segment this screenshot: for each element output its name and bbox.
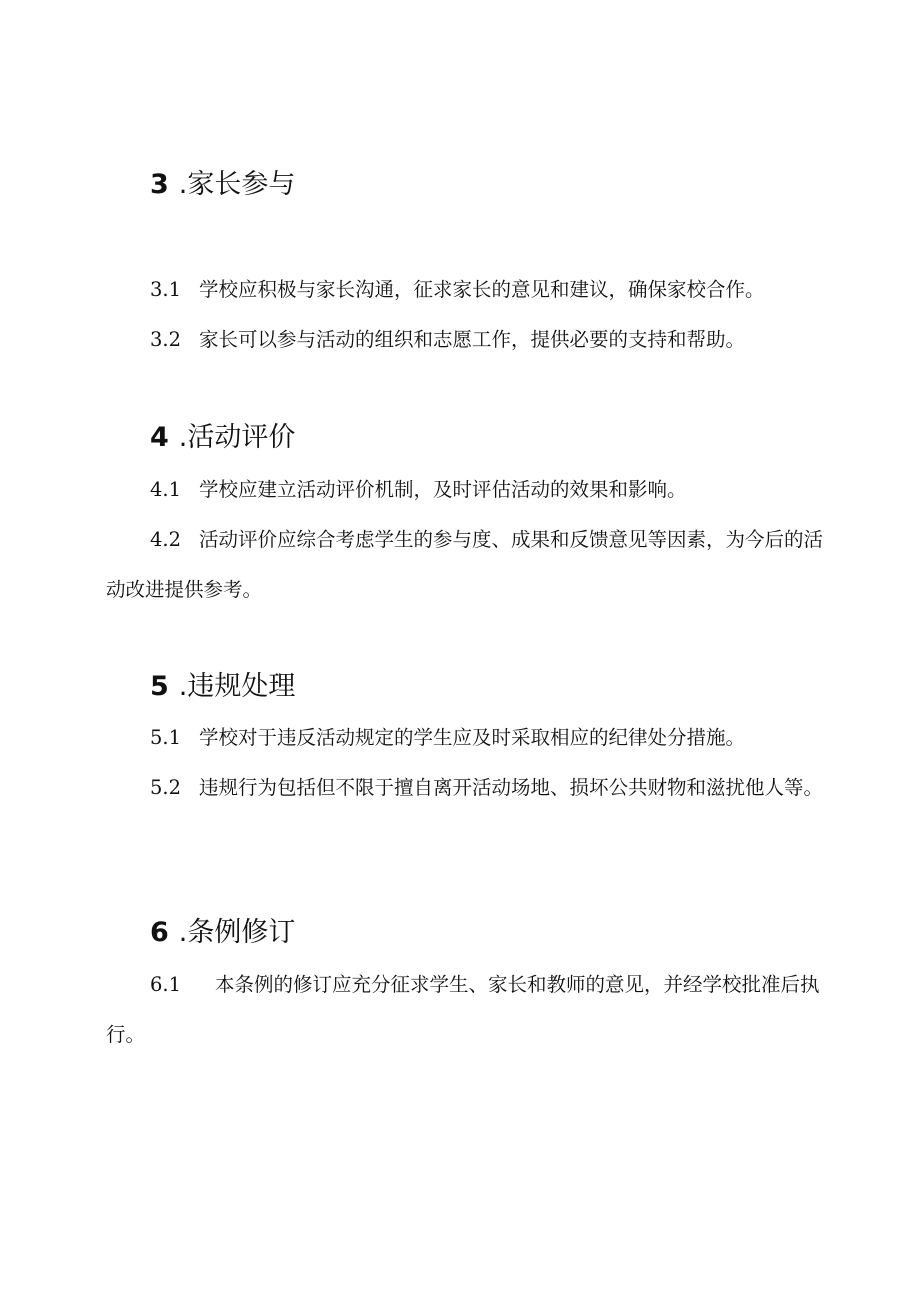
paragraph-text: 活动评价应综合考虑学生的参与度、成果和反馈意见等因素，为今后的活动改进提供参考。 [106,528,824,601]
paragraph-5-2 [106,763,826,813]
paragraph-4-1 [106,465,826,515]
paragraph-5-1 [106,713,826,763]
paragraph-number: 3.2 [150,328,182,351]
paragraph-text: 学校对于违反活动规定的学生应及时采取相应的纪律处分措施。 [199,726,746,749]
section-heading-4 [150,421,295,455]
paragraph-number: 4.1 [150,478,182,501]
paragraph-number: 4.2 [150,528,182,551]
paragraph-text: 学校应建立活动评价机制，及时评估活动的效果和影响。 [199,478,687,501]
section-title: .活动评价 [178,422,296,453]
section-number: 3 [150,169,169,200]
paragraph-number: 3.1 [150,278,182,301]
section-title: .家长参与 [178,169,296,200]
section-title: .条例修订 [178,917,296,948]
section-heading-6 [150,916,295,950]
paragraph-3-1 [106,265,826,315]
section-heading-3 [150,168,295,202]
section-number: 6 [150,917,169,948]
paragraph-text: 学校应积极与家长沟通，征求家长的意见和建议，确保家校合作。 [199,278,765,301]
paragraph-6-1 [106,960,826,1060]
section-heading-5 [150,670,295,704]
paragraph-3-2 [106,315,826,365]
paragraph-4-2 [106,515,826,615]
paragraph-text: 家长可以参与活动的组织和志愿工作，提供必要的支持和帮助。 [199,328,746,351]
section-number: 5 [150,671,169,702]
paragraph-text: 违规行为包括但不限于擅自离开活动场地、损坏公共财物和滋扰他人等。 [199,776,824,799]
paragraph-number: 5.2 [150,776,182,799]
paragraph-number: 5.1 [150,726,182,749]
paragraph-number: 6.1 [150,973,182,996]
paragraph-text: 本条例的修订应充分征求学生、家长和教师的意见，并经学校批准后执行。 [106,973,820,1046]
section-title: .违规处理 [178,671,296,702]
section-number: 4 [150,422,169,453]
